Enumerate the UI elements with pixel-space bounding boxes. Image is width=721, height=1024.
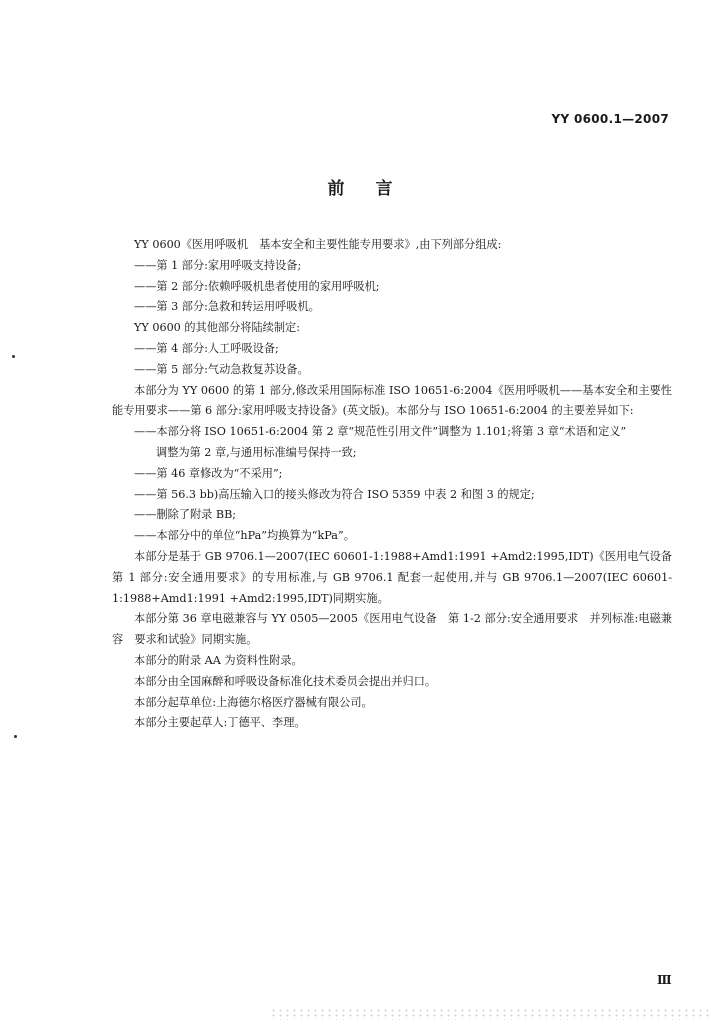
intro-paragraph: YY 0600《医用呼吸机 基本安全和主要性能专用要求》,由下列部分组成:: [134, 238, 502, 251]
page-title: [0, 174, 721, 199]
title-char-2: 言: [375, 179, 394, 199]
scan-dot: [12, 355, 15, 358]
basis-paragraph: 本部分是基于 GB 9706.1—2007(IEC 60601-1:1988+Amd1:1991 +Amd2:1995,IDT)《医用电气设备 第 1 部分:安全通用要求》的专用标准,与 GB 9706.1 配套一起使用,并与 GB 9706.1—2007(IEC 60601-1:1988+Amd1:1991 +Amd2:1995,IDT)同期实施。: [112, 549, 684, 605]
list-item-part-2: ——第 2 部分:依赖呼吸机患者使用的家用呼吸机;: [134, 279, 380, 293]
list-item-part-4: ——第 4 部分:人工呼吸设备;: [134, 341, 279, 355]
emc-paragraph: 本部分第 36 章电磁兼容与 YY 0505—2005《医用电气设备 第 1-2 部分:安全通用要求 并列标准:电磁兼容 要求和试验》同期实施。: [112, 612, 672, 647]
page-number: Ⅲ: [657, 973, 672, 987]
title-char-1: 前: [327, 179, 346, 199]
other-parts-paragraph: YY 0600 的其他部分将陆续制定:: [134, 321, 300, 335]
scan-dot: [14, 735, 17, 738]
difference-item-1: ——本部分将 ISO 10651-6:2004 第 2 章“规范性引用文件”调整为 1.101;将第 3 章“术语和定义”: [134, 425, 627, 439]
foreword-body: [112, 235, 684, 734]
difference-item-2: ——第 46 章修改为“不采用”;: [134, 466, 283, 480]
drafting-unit-paragraph: 本部分起草单位:上海德尔格医疗器械有限公司。: [134, 695, 373, 709]
scan-noise-strip: [270, 1008, 710, 1020]
difference-item-1-continued: 调整为第 2 章,与通用标准编号保持一致;: [156, 445, 357, 459]
adoption-paragraph: 本部分为 YY 0600 的第 1 部分,修改采用国际标准 ISO 10651-6:2004《医用呼吸机——基本安全和主要性能专用要求——第 6 部分:家用呼吸支持设备》(英文版)。本部分与 ISO 10651-6:2004 的主要差异如下:: [112, 383, 672, 418]
drafters-paragraph: 本部分主要起草人:丁德平、李理。: [134, 716, 306, 730]
standard-code: YY 0600.1—2007: [551, 112, 669, 126]
annex-paragraph: 本部分的附录 AA 为资料性附录。: [134, 653, 303, 667]
committee-paragraph: 本部分由全国麻醉和呼吸设备标准化技术委员会提出并归口。: [134, 674, 437, 688]
difference-item-4: ——删除了附录 BB;: [134, 508, 237, 522]
list-item-part-3: ——第 3 部分:急救和转运用呼吸机。: [134, 300, 320, 314]
difference-item-5: ——本部分中的单位“hPa”均换算为“kPa”。: [134, 529, 355, 543]
list-item-part-5: ——第 5 部分:气动急救复苏设备。: [134, 362, 309, 376]
difference-item-3: ——第 56.3 bb)高压输入口的接头修改为符合 ISO 5359 中表 2 和图 3 的规定;: [134, 487, 535, 501]
list-item-part-1: ——第 1 部分:家用呼吸支持设备;: [134, 258, 302, 272]
